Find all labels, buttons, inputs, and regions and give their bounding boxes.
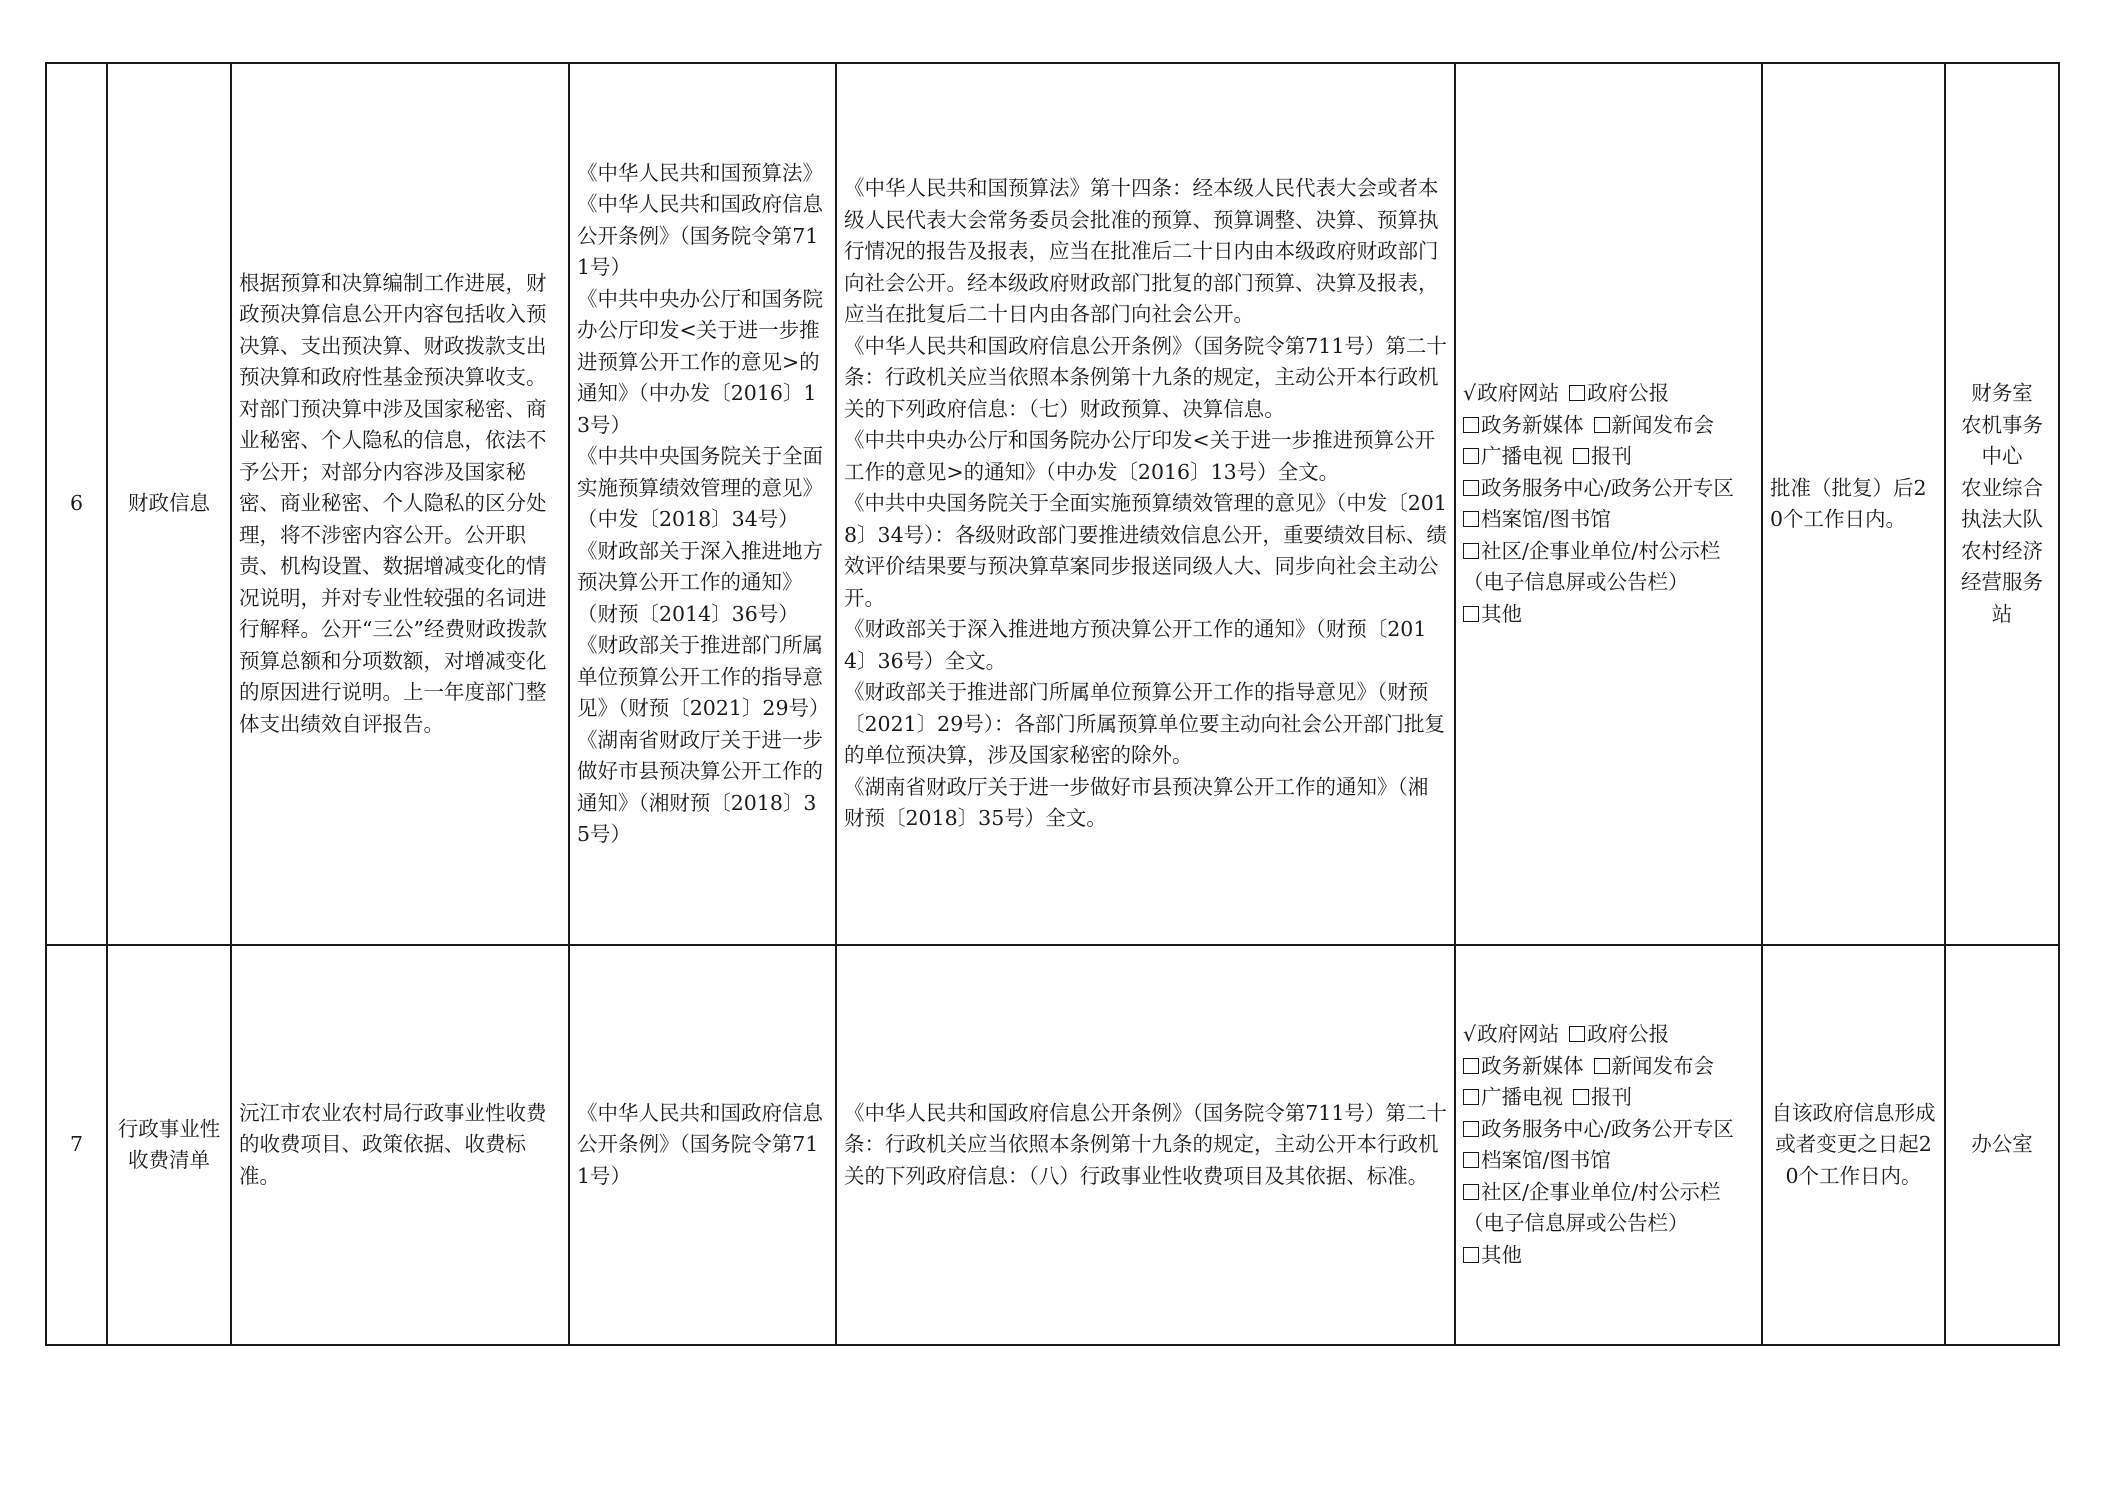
basis-entry: 《财政部关于推进部门所属单位预算公开工作的指导意见》（财预〔2021〕29号） <box>577 633 830 720</box>
row-number: 6 <box>46 63 107 945</box>
basis-detail-entry: 《湖南省财政厅关于进一步做好市县预决算公开工作的通知》（湘财预〔2018〕35号）全文。 <box>844 774 1429 831</box>
checkbox-icon <box>1569 385 1585 401</box>
checkbox-icon <box>1573 448 1589 464</box>
channel-option <box>1463 473 1734 505</box>
basis-detail-entry: 《财政部关于深入推进地方预决算公开工作的通知》（财预〔2014〕36号）全文。 <box>844 617 1427 673</box>
time-limit: 自该政府信息形成或者变更之日起20个工作日内。 <box>1762 945 1945 1345</box>
channel-label: 广播电视 <box>1481 1085 1563 1109</box>
channel-option <box>1463 441 1563 473</box>
channel-option <box>1463 599 1522 631</box>
basis-entry: 《中华人民共和国政府信息公开条例》（国务院令第711号） <box>577 192 823 279</box>
checkbox-icon <box>1463 1121 1479 1137</box>
basis-entry: 《财政部关于深入推进地方预决算公开工作的通知》（财预〔2014〕36号） <box>577 538 823 626</box>
basis-entry: 《中华人民共和国政府信息公开条例》（国务院令第711号） <box>577 1100 823 1188</box>
checkbox-icon <box>1463 1089 1479 1105</box>
table-row <box>46 63 2059 945</box>
checkbox-icon <box>1463 417 1479 433</box>
basis-detail <box>836 945 1455 1345</box>
checkbox-icon <box>1463 1184 1479 1200</box>
channel-option <box>1463 1051 1584 1083</box>
channel-option <box>1463 1114 1734 1146</box>
basis-detail-entry: 《中共中央国务院关于全面实施预算绩效管理的意见》（中发〔2018〕34号）：各级财政部门要推进绩效信息公开，重要绩效目标、绩效评价结果要与预决算草案同步报送同级人大、同步向社会主动公开。 <box>844 491 1447 610</box>
channel-option <box>1573 441 1632 473</box>
disclosure-table <box>45 62 2060 1346</box>
checkbox-icon <box>1594 1058 1610 1074</box>
channel-label: 新闻发布会 <box>1611 1053 1714 1078</box>
channel-option <box>1463 410 1584 442</box>
basis-entry: 《湖南省财政厅关于进一步做好市县预决算公开工作的通知》（湘财预〔2018〕35号） <box>577 727 823 846</box>
channel-option <box>1463 1082 1563 1114</box>
checkbox-icon <box>1463 448 1479 464</box>
channel-option <box>1463 1240 1522 1272</box>
channel-option <box>1463 1019 1559 1051</box>
channel-label: 广播电视 <box>1481 444 1563 468</box>
table-row <box>46 945 2059 1345</box>
checkbox-icon <box>1463 1247 1479 1263</box>
item-name: 行政事业性收费清单 <box>107 945 231 1345</box>
channel-label: 其他 <box>1481 601 1522 626</box>
basis-entry: 《中华人民共和国预算法》 <box>577 160 823 185</box>
channel-option <box>1569 378 1669 410</box>
basis-detail-entry: 《中共中央办公厅和国务院办公厅印发<关于进一步推进预算公开工作的意见>的通知》（中办发〔2016〕13号）全文。 <box>844 428 1436 484</box>
unit-name: 财务室 <box>1971 381 2033 405</box>
unit-name: 办公室 <box>1971 1132 2033 1157</box>
unit-name: 农业综合执法大队 <box>1961 475 2043 531</box>
checkbox-icon <box>1463 543 1479 559</box>
checkbox-icon <box>1569 1026 1585 1042</box>
channel-label: 新闻发布会 <box>1611 412 1714 437</box>
item-name: 财政信息 <box>107 63 231 945</box>
channel-option <box>1463 1177 1744 1240</box>
checkbox-icon <box>1463 480 1479 496</box>
check-mark-icon: √ <box>1463 381 1477 405</box>
disclosure-channels <box>1455 945 1762 1345</box>
basis-entry: 《中共中央国务院关于全面实施预算绩效管理的意见》（中发〔2018〕34号） <box>577 444 823 531</box>
channel-label: 报刊 <box>1591 444 1632 468</box>
channel-label: 政务服务中心/政务公开专区 <box>1481 475 1734 500</box>
checkbox-icon <box>1463 511 1479 527</box>
channel-option <box>1594 1051 1715 1083</box>
check-mark-icon: √ <box>1463 1022 1477 1046</box>
basis-detail-entry: 《中华人民共和国政府信息公开条例》（国务院令第711号）第二十条：行政机关应当依照本条例第十九条的规定，主动公开本行政机关的下列政府信息：（七）财政预算、决算信息。 <box>844 333 1447 421</box>
channel-option <box>1573 1082 1632 1114</box>
basis-detail-entry: 《财政部关于推进部门所属单位预算公开工作的指导意见》（财预〔2021〕29号）：各部门所属预算单位要主动向社会公开部门批复的单位预决算，涉及国家秘密的除外。 <box>844 680 1446 768</box>
unit-name: 农机事务中心 <box>1961 412 2043 468</box>
disclosure-content: 沅江市农业农村局行政事业性收费的收费项目、政策依据、收费标准。 <box>231 945 569 1345</box>
row-number: 7 <box>46 945 107 1345</box>
channel-label: 档案馆/图书馆 <box>1481 1148 1611 1172</box>
unit-name: 农村经济经营服务站 <box>1961 538 2043 626</box>
channel-option <box>1463 378 1559 410</box>
legal-basis <box>569 945 836 1345</box>
channel-label: 政府公报 <box>1587 381 1670 405</box>
channel-label: 政务新媒体 <box>1481 412 1584 437</box>
channel-option <box>1594 410 1715 442</box>
legal-basis <box>569 63 836 945</box>
channel-label: 政府公报 <box>1587 1022 1670 1046</box>
channel-label: 政务服务中心/政务公开专区 <box>1481 1116 1734 1141</box>
basis-detail-entry: 《中华人民共和国预算法》第十四条：经本级人民代表大会或者本级人民代表大会常务委员会批准的预算、预算调整、决算、预算执行情况的报告及报表，应当在批准后二十日内由本级政府财政部门向社会公开。经本级政府财政部门批复的部门预算、决算及报表，应当在批复后二十日内由各部门向社会公开。 <box>844 176 1439 327</box>
basis-detail-entry: 《中华人民共和国政府信息公开条例》（国务院令第711号）第二十条：行政机关应当依照本条例第十九条的规定，主动公开本行政机关的下列政府信息：（八）行政事业性收费项目及其依据、标准。 <box>844 1100 1447 1188</box>
disclosure-content: 根据预算和决算编制工作进展，财政预决算信息公开内容包括收入预决算、支出预决算、财政拨款支出预决算和政府性基金预决算收支。对部门预决算中涉及国家秘密、商业秘密、个人隐私的信息，依法不予公开；对部分内容涉及国家秘密、商业秘密、个人隐私的区分处理，将不涉密内容公开。公开职责、机构设置、数据增减变化的情况说明，并对专业性较强的名词进行解释。公开“三公”经费财政拨款预算总额和分项数额，对增减变化的原因进行说明。上一年度部门整体支出绩效自评报告。 <box>231 63 569 945</box>
channel-label: 社区/企事业单位/村公示栏（电子信息屏或公告栏） <box>1463 1179 1721 1235</box>
responsible-unit <box>1945 945 2059 1345</box>
disclosure-channels <box>1455 63 1762 945</box>
checkbox-icon <box>1463 1152 1479 1168</box>
channel-label: 社区/企事业单位/村公示栏（电子信息屏或公告栏） <box>1463 538 1721 594</box>
responsible-unit <box>1945 63 2059 945</box>
basis-detail <box>836 63 1455 945</box>
channel-option <box>1569 1019 1669 1051</box>
channel-label: 政府网站 <box>1477 1022 1560 1046</box>
channel-label: 其他 <box>1481 1242 1522 1267</box>
channel-label: 政府网站 <box>1477 381 1560 405</box>
time-limit: 批准（批复）后20个工作日内。 <box>1762 63 1945 945</box>
channel-label: 档案馆/图书馆 <box>1481 507 1611 531</box>
channel-label: 报刊 <box>1591 1085 1632 1109</box>
checkbox-icon <box>1594 417 1610 433</box>
checkbox-icon <box>1573 1089 1589 1105</box>
channel-option <box>1463 504 1611 536</box>
channel-option <box>1463 1145 1611 1177</box>
checkbox-icon <box>1463 606 1479 622</box>
channel-label: 政务新媒体 <box>1481 1053 1584 1078</box>
checkbox-icon <box>1463 1058 1479 1074</box>
basis-entry: 《中共中央办公厅和国务院办公厅印发<关于进一步推进预算公开工作的意见>的通知》（中办发〔2016〕13号） <box>577 286 823 437</box>
channel-option <box>1463 536 1744 599</box>
